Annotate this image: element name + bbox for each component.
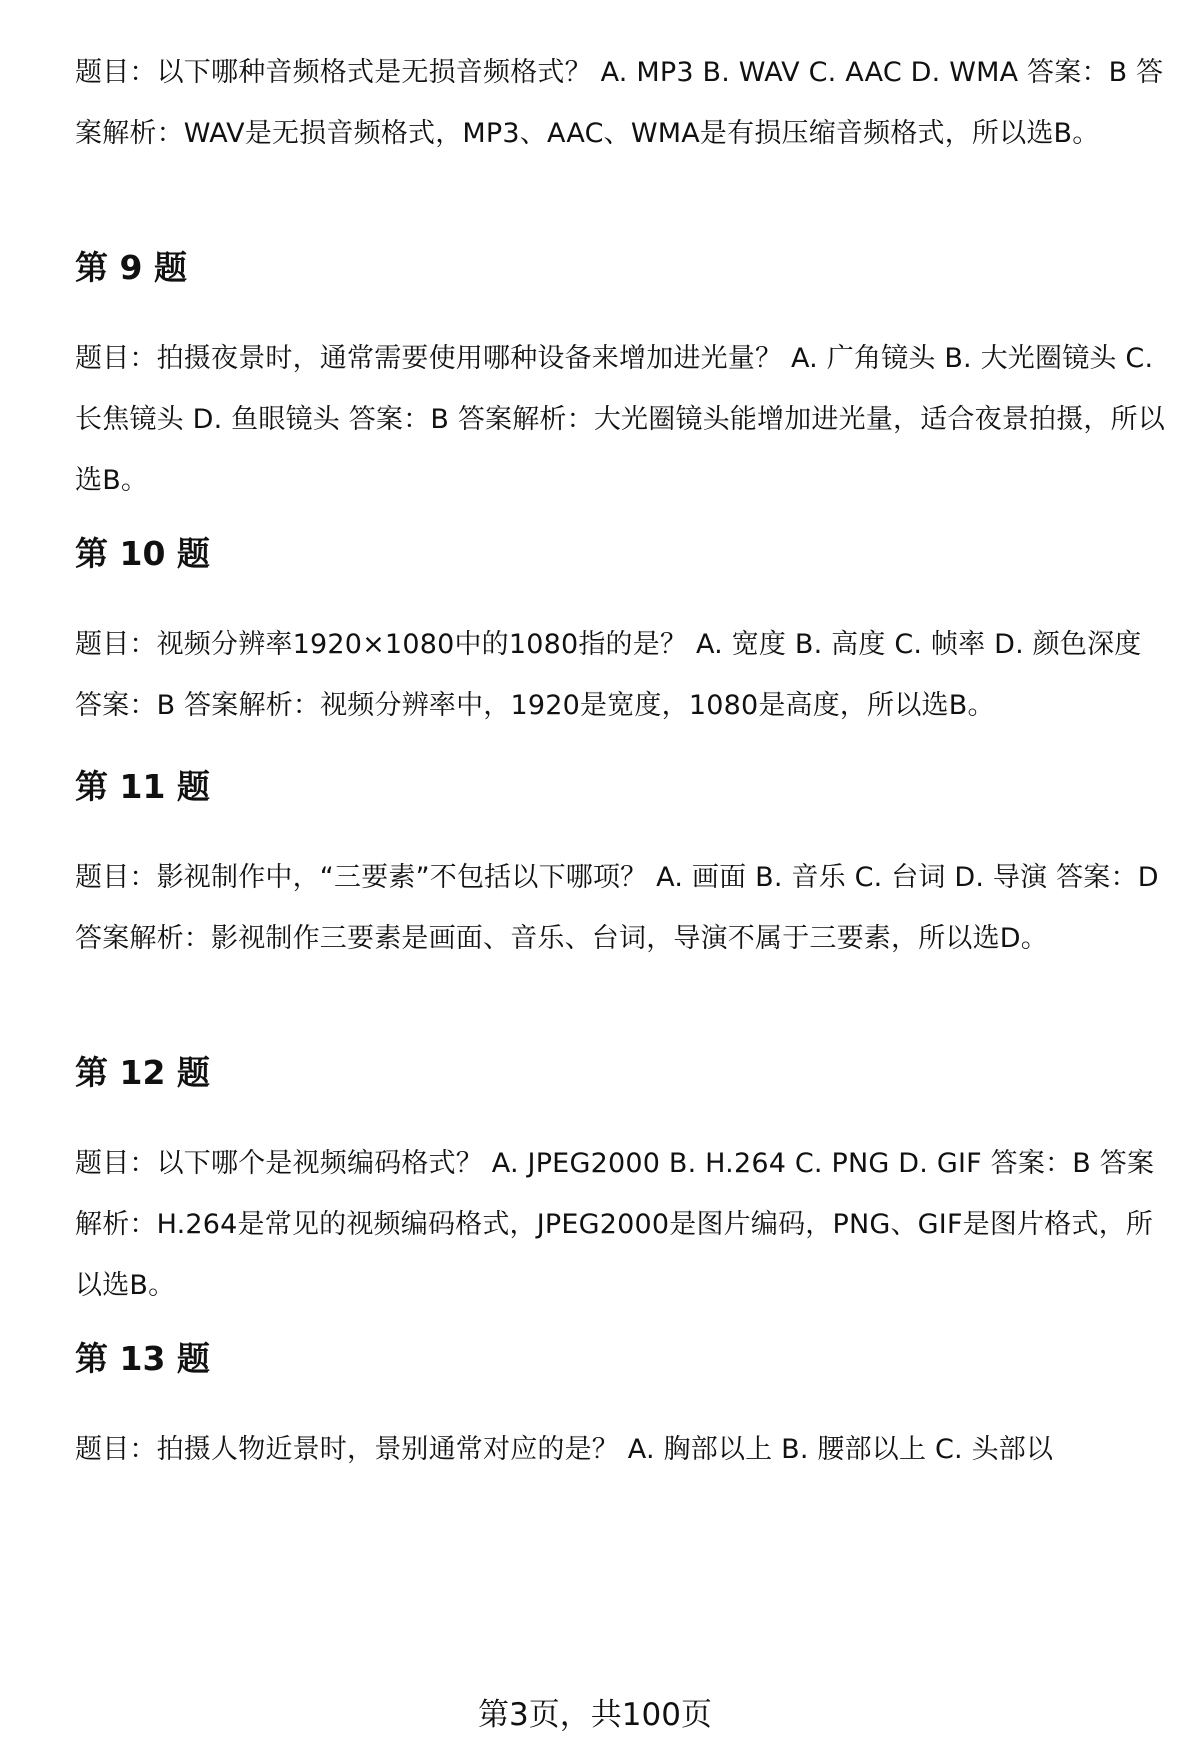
question-9-body: 题目：拍摄夜景时，通常需要使用哪种设备来增加进光量？ A. 广角镜头 B. 大光圈镜头 C. 长焦镜头 D. 鱼眼镜头 答案：B 答案解析：大光圈镜头能增加进光量，适合夜景拍摄，所以选B。 <box>75 343 1166 496</box>
question-12-body: 题目：以下哪个是视频编码格式？ A. JPEG2000 B. H.264 C. PNG D. GIF 答案：B 答案解析：H.264是常见的视频编码格式，JPEG2000是图片编码，PNG、GIF是图片格式，所以选B。 <box>75 1148 1155 1301</box>
question-13-body: 题目：拍摄人物近景时，景别通常对应的是？ A. 胸部以上 B. 腰部以上 C. 头部以 <box>75 1434 1054 1465</box>
question-8-body: 题目：以下哪种音频格式是无损音频格式？ A. MP3 B. WAV C. AAC D. WMA 答案：B 答案解析：WAV是无损音频格式，MP3、AAC、WMA是有损压缩音频格式，所以选B。 <box>75 57 1164 149</box>
page-indicator: 第3页，共100页 <box>478 1697 712 1733</box>
question-10-body: 题目：视频分辨率1920×1080中的1080指的是？ A. 宽度 B. 高度 C. 帧率 D. 颜色深度 答案：B 答案解析：视频分辨率中，1920是宽度，1080是高度，所以选B。 <box>75 629 1142 721</box>
question-10-heading: 第 10 题 <box>75 534 210 573</box>
question-12-heading: 第 12 题 <box>75 1053 210 1092</box>
question-11-heading: 第 11 题 <box>75 767 210 806</box>
question-9-heading: 第 9 题 <box>75 248 187 287</box>
question-11-body: 题目：影视制作中，“三要素”不包括以下哪项？ A. 画面 B. 音乐 C. 台词 D. 导演 答案：D 答案解析：影视制作三要素是画面、音乐、台词，导演不属于三要素，所以选D。 <box>75 862 1159 954</box>
question-13-heading: 第 13 题 <box>75 1339 210 1378</box>
